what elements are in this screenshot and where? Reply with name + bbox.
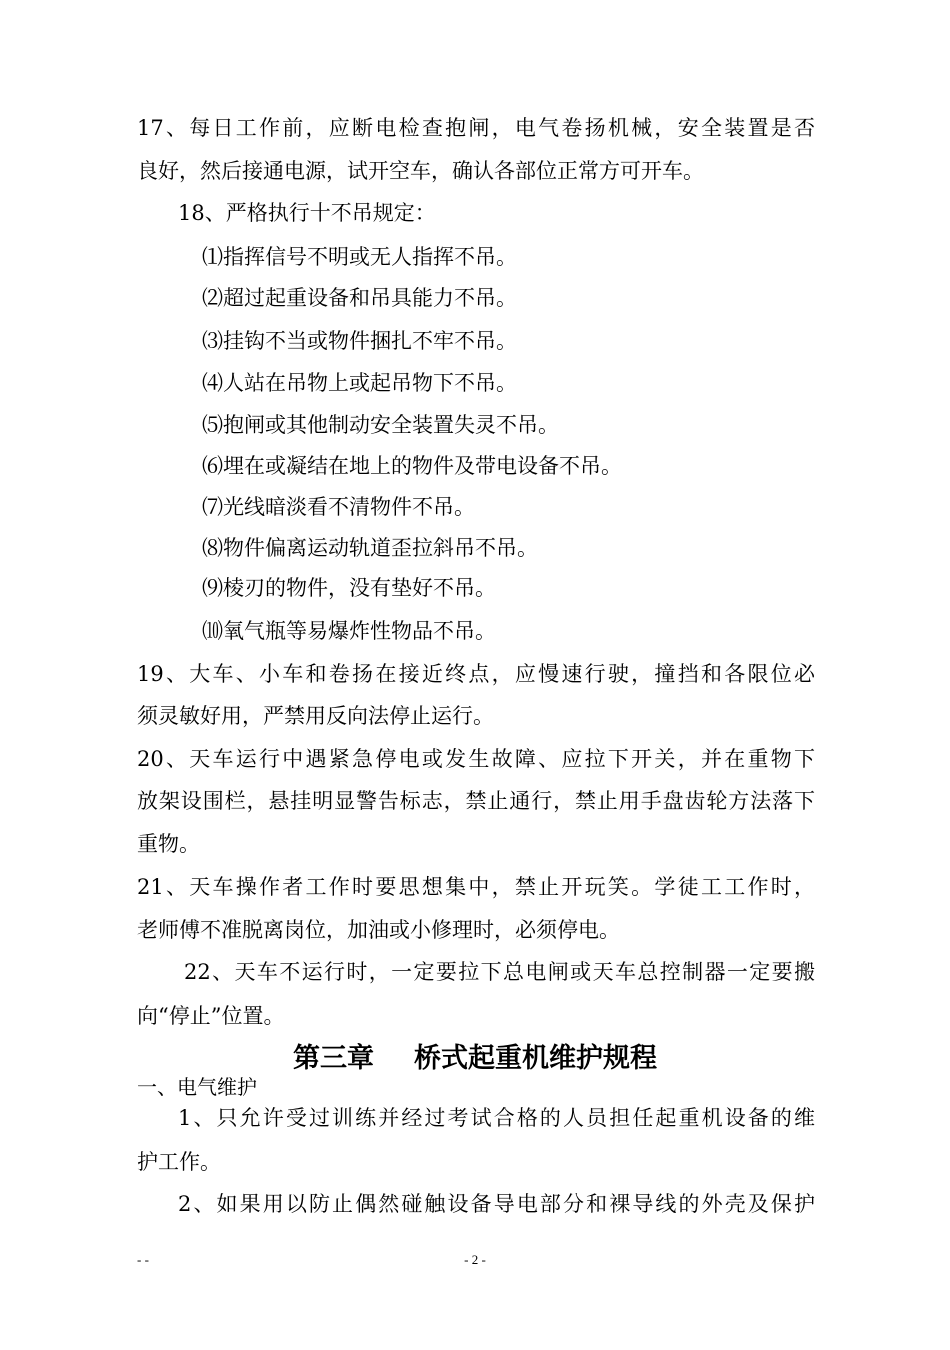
rule-item-4: ⑷人站在吊物上或起吊物下不吊。 — [202, 371, 517, 395]
chapter-heading — [0, 1042, 950, 1076]
paragraph-22-line-1: 22、天车不运行时，一定要拉下总电闸或天车总控制器一定要搬 — [184, 960, 815, 984]
paragraph-18-title: 18、严格执行十不吊规定： — [178, 201, 436, 225]
rule-item-3: ⑶挂钩不当或物件捆扎不牢不吊。 — [202, 329, 517, 353]
paragraph-22-line-2: 向“停止”位置。 — [137, 1004, 285, 1028]
maintenance-paragraph-2-line-1: 2、如果用以防止偶然碰触设备导电部分和裸导线的外壳及保护 — [178, 1192, 815, 1216]
maintenance-paragraph-1-line-1: 1、只允许受过训练并经过考试合格的人员担任起重机设备的维 — [178, 1106, 815, 1130]
rule-item-5: ⑸抱闸或其他制动安全装置失灵不吊。 — [202, 413, 559, 437]
paragraph-21-line-1: 21、天车操作者工作时要思想集中，禁止开玩笑。学徒工工作时， — [137, 875, 815, 899]
rule-item-9: ⑼棱刃的物件，没有垫好不吊。 — [202, 576, 496, 600]
paragraph-17-line-1: 17、每日工作前，应断电检查抱闸，电气卷扬机械，安全装置是否 — [137, 116, 815, 140]
section-heading: 一、电气维护 — [137, 1075, 257, 1099]
chapter-number: 第三章 — [293, 1043, 374, 1074]
footer-left-mark: - - — [137, 1252, 149, 1267]
rule-item-2: ⑵超过起重设备和吊具能力不吊。 — [202, 286, 517, 310]
paragraph-19-line-2: 须灵敏好用，严禁用反向法停止运行。 — [137, 704, 494, 728]
rule-item-10: ⑽氧气瓶等易爆炸性物品不吊。 — [202, 619, 496, 643]
rule-item-1: ⑴指挥信号不明或无人指挥不吊。 — [202, 245, 517, 269]
paragraph-20-line-1: 20、天车运行中遇紧急停电或发生故障、应拉下开关，并在重物下 — [137, 747, 815, 771]
paragraph-19-line-1: 19、大车、小车和卷扬在接近终点，应慢速行驶，撞挡和各限位必 — [137, 662, 815, 686]
paragraph-20-line-2: 放架设围栏，悬挂明显警告标志，禁止通行，禁止用手盘齿轮方法落下 — [137, 789, 815, 813]
page-number: - 2 - — [464, 1252, 486, 1267]
rule-item-6: ⑹埋在或凝结在地上的物件及带电设备不吊。 — [202, 454, 622, 478]
paragraph-20-line-3: 重物。 — [137, 832, 200, 856]
rule-item-7: ⑺光线暗淡看不清物件不吊。 — [202, 495, 475, 519]
paragraph-17-line-2: 良好，然后接通电源，试开空车，确认各部位正常方可开车。 — [137, 159, 704, 183]
paragraph-21-line-2: 老师傅不准脱离岗位，加油或小修理时，必须停电。 — [137, 918, 620, 942]
chapter-title: 桥式起重机维护规程 — [414, 1043, 657, 1074]
rule-item-8: ⑻物件偏离运动轨道歪拉斜吊不吊。 — [202, 536, 538, 560]
maintenance-paragraph-1-line-2: 护工作。 — [137, 1150, 221, 1174]
